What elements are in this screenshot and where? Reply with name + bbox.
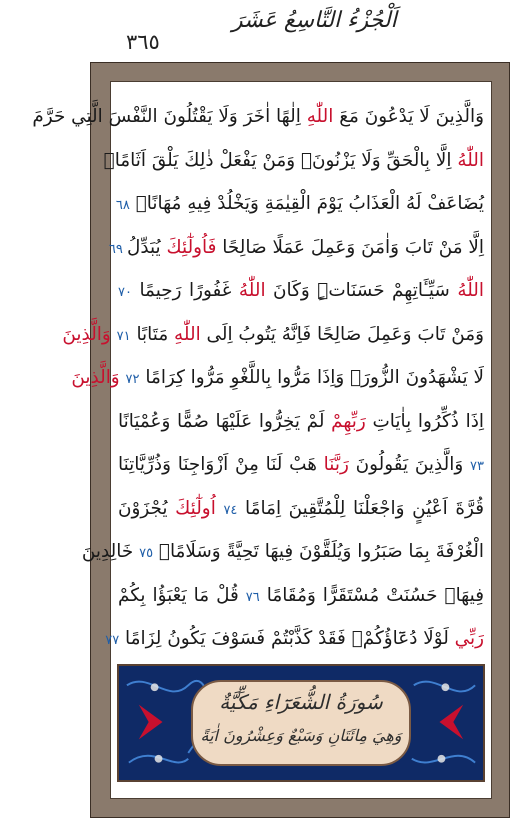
verse-text: اِلَّا بِالْحَقِّ وَلَا يَزْنُونَۚ وَمَنْ يَفْعَلْ ذٰلِكَ يَلْقَ اَثَامًاۙ [103,149,458,171]
verse-number-marker: ٦٩ [108,241,127,257]
text-line [118,574,484,618]
page-header [0,0,518,62]
verse-text: وَالَّذِينَ يَقُولُونَ [348,454,471,475]
divine-name-text: رَبِّهِمْ [331,410,366,432]
text-line [105,617,484,661]
verse-text: اِذَا ذُكِّرُوا بِاٰيَاتِ [365,410,484,432]
verse-number-marker: ٦٨ [115,198,130,213]
divine-name-text: اللّٰهُ [457,149,484,171]
surah-cartouche [191,680,411,766]
verse-text: غَفُورًا رَحِيمًا [131,280,239,301]
divine-name-text: اللّٰهُ [457,280,484,301]
divine-name-text: اللّٰهُ [238,280,266,301]
text-line [62,313,484,357]
surah-title: سُورَةُ الشُّعَرَٓاءِ مَكِّيَّةٌ [219,690,383,714]
verse-text: اِلٰهًا اٰخَرَ وَلَا يَقْتُلُونَ النَّفْسَ الَّتِي حَرَّمَ [32,106,307,127]
verse-text: اِلَّا مَنْ تَابَ وَاٰمَنَ وَعَمِلَ عَمَلًا صَالِحًا [216,236,484,258]
divine-name-text: اُولٰٓئِكَ [175,497,224,519]
divine-name-text: اللّٰهِ [306,106,334,127]
quran-text [32,95,485,650]
verse-text: قُرَّةَ اَعْيُنٍ وَاجْعَلْنَا لِلْمُتَّقِينَ اِمَامًا [237,497,484,519]
verse-text: هَبْ لَنَا مِنْ اَزْوَاجِنَا وَذُرِّيَّاتِنَا [118,454,324,475]
text-line [115,182,484,226]
divine-name-text: رَبَّنَا [323,454,349,475]
divine-name-text: رَبِّي [454,628,484,649]
verse-number-marker: ٧٦ [245,589,260,605]
verse-text: وَمَنْ تَابَ وَعَمِلَ صَالِحًا فَاِنَّهُ يَتُوبُ اِلَى [200,323,484,345]
text-line [118,269,484,313]
page-number: ٣٦٥ [126,30,160,54]
text-line [81,530,484,574]
divine-name-text: اللّٰهِ [174,323,201,345]
verse-number-marker: ٧٣ [470,459,485,474]
verse-text: خَالِدِينَ [81,541,140,562]
text-line [118,400,484,444]
verse-text: لَمْ يَخِرُّوا عَلَيْهَا صُمًّا وَعُمْيَانًا [118,410,332,432]
surah-header-banner [117,664,485,782]
text-line [103,139,484,183]
verse-number-marker: ٧١ [116,328,131,344]
verse-text: يُبَدِّلُ [126,236,167,258]
verse-number-marker: ٧٥ [139,546,154,561]
text-line [118,487,484,531]
text-line [32,95,484,139]
verse-text: وَالَّذِينَ لَا يَدْعُونَ مَعَ [333,106,484,127]
text-line [118,443,484,487]
verse-number-marker: ٧٠ [118,285,132,300]
divine-name-text: فَاُولٰٓئِكَ [166,236,217,258]
verse-number-marker: ٧٤ [223,502,238,518]
verse-text: لَا يَشْهَدُونَ الزُّورَۙ وَاِذَا مَرُّوا بِاللَّغْوِ مَرُّوا كِرَامًا [139,367,484,388]
verse-text: الْغُرْفَةَ بِمَا صَبَرُوا وَيُلَقَّوْنَ فِيهَا تَحِيَّةً وَسَلَامًاۙ [153,541,484,562]
juz-title: اَلْجُزْءُ التَّاسِعُ عَشَرَ [232,8,397,33]
surah-subtitle: وَهِيَ مِائَتَانِ وَسَبْعٌ وَعِشْرُونَ اٰيَةً [200,726,402,745]
verse-text: لَوْلَا دُعَٓاؤُكُمْۚ فَقَدْ كَذَّبْتُمْ فَسَوْفَ يَكُونُ لِزَامًا [119,628,455,649]
text-line [71,356,484,400]
verse-text: سَيِّـَٔاتِهِمْ حَسَنَاتٍۜ وَكَانَ [265,280,458,301]
verse-text: يُضَاعَفْ لَهُ الْعَذَابُ يَوْمَ الْقِيٰمَةِ وَيَخْلُدْ فِيهِ مُهَانًاۗ [129,193,484,214]
verse-text: قُلْ مَا يَعْبَؤُا بِكُمْ [118,584,246,606]
verse-number-marker: ٧٢ [125,372,140,387]
verse-number-marker: ٧٧ [105,633,120,648]
verse-text: فِيهَاۜ حَسُنَتْ مُسْتَقَرًّا وَمُقَامًا [259,584,484,606]
verse-text: مَتَابًا [130,323,175,345]
divine-name-text: وَالَّذِينَ [71,367,126,388]
divine-name-text: وَالَّذِينَ [62,323,117,345]
text-line [108,226,484,270]
verse-text: يُجْزَوْنَ [118,497,176,519]
